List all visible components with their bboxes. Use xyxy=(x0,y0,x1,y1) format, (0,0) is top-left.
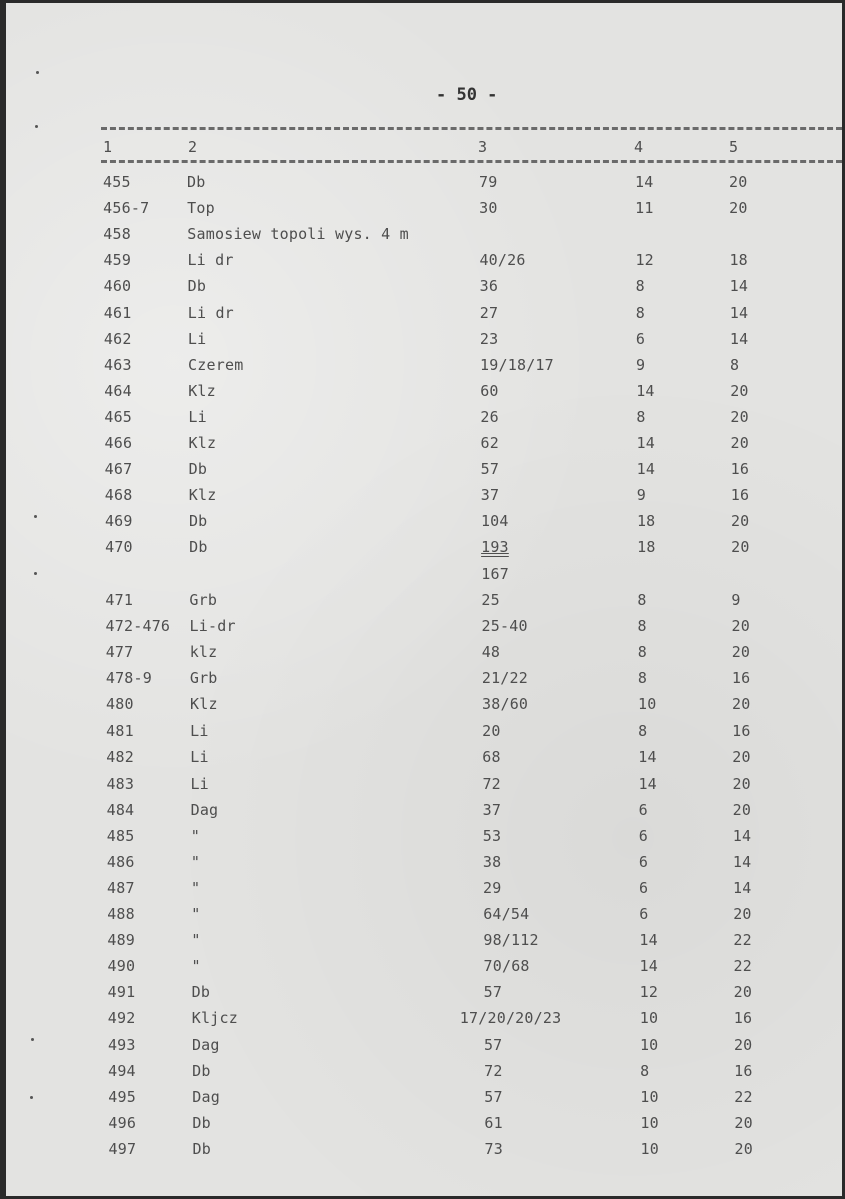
row-19-col-5: 16 xyxy=(731,668,751,687)
row-8-col-4: 14 xyxy=(636,381,655,400)
row-9-col-4: 8 xyxy=(636,407,646,426)
row-11-col-4: 14 xyxy=(636,460,656,479)
row-9-col-2: Li xyxy=(188,407,207,426)
row-14-col-2: Db xyxy=(189,538,208,557)
row-11-col-2: Db xyxy=(188,460,208,479)
row-34-col-1: 494 xyxy=(108,1061,136,1080)
row-26-col-2: " xyxy=(190,852,201,871)
row-20-col-1: 480 xyxy=(106,695,134,713)
row-13-col-2: Db xyxy=(188,512,208,531)
row-37-col-5: 20 xyxy=(734,1139,754,1158)
row-8-col-5: 20 xyxy=(730,381,749,400)
row-22-col-3: 68 xyxy=(482,748,501,767)
row-22-col-4: 14 xyxy=(638,748,657,767)
row-29-col-3: 98/112 xyxy=(483,931,539,950)
row-31-col-1: 491 xyxy=(107,983,136,1002)
row-18-col-2: klz xyxy=(189,642,218,661)
row-30-col-4: 14 xyxy=(639,957,658,976)
row-12-col-2: Klz xyxy=(188,486,217,505)
row-16-col-5: 9 xyxy=(731,590,741,609)
row-35-col-2: Dag xyxy=(192,1087,220,1106)
row-7-col-5: 8 xyxy=(730,355,740,374)
row-3-col-1: 459 xyxy=(103,251,132,270)
row-1-col-4: 11 xyxy=(635,199,654,218)
row-25-col-4: 6 xyxy=(638,826,648,845)
row-23-col-3: 72 xyxy=(482,774,501,793)
speck xyxy=(30,1096,33,1099)
row-28-col-2: " xyxy=(191,905,201,923)
row-29-col-5: 22 xyxy=(733,931,752,950)
row-37-col-3: 73 xyxy=(484,1139,504,1158)
speck xyxy=(36,71,39,74)
row-7-col-2: Czerem xyxy=(188,355,244,374)
row-23-col-1: 483 xyxy=(106,774,135,793)
row-6-col-3: 23 xyxy=(479,329,499,348)
row-33-col-1: 493 xyxy=(107,1035,136,1054)
row-24-col-4: 6 xyxy=(638,800,648,819)
column-header-1: 1 xyxy=(103,138,113,156)
row-13-col-1: 469 xyxy=(104,512,133,531)
row-30-col-3: 70/68 xyxy=(483,957,530,976)
row-2-col-2: Samosiew topoli wys. 4 m xyxy=(187,225,409,244)
row-26-col-1: 486 xyxy=(106,852,135,871)
row-7-col-3: 19/18/17 xyxy=(480,355,554,374)
row-34-col-3: 72 xyxy=(484,1061,503,1080)
page-number: - 50 - xyxy=(436,85,498,105)
row-21-col-5: 16 xyxy=(732,722,751,741)
column-header-4: 4 xyxy=(634,138,644,156)
row-19-col-3: 21/22 xyxy=(481,668,528,687)
row-36-col-3: 61 xyxy=(484,1113,503,1132)
speck xyxy=(31,1038,34,1041)
row-2-col-1: 458 xyxy=(103,225,131,244)
row-24-col-1: 484 xyxy=(106,800,135,819)
row-26-col-4: 6 xyxy=(638,852,649,871)
row-17-col-3: 25-40 xyxy=(481,616,528,635)
row-30-col-1: 490 xyxy=(107,957,136,976)
speck xyxy=(34,515,37,518)
row-17-col-2: Li-dr xyxy=(189,616,236,635)
row-32-col-3: 17/20/20/23 xyxy=(459,1009,562,1028)
row-25-col-3: 53 xyxy=(482,826,502,845)
row-29-col-1: 489 xyxy=(107,931,136,950)
row-3-col-4: 12 xyxy=(635,251,654,270)
row-36-col-4: 10 xyxy=(640,1113,659,1132)
row-4-col-5: 14 xyxy=(729,277,749,296)
row-10-col-3: 62 xyxy=(480,434,499,452)
row-33-col-4: 10 xyxy=(639,1035,659,1054)
document-page xyxy=(6,3,842,1196)
row-7-col-4: 9 xyxy=(636,355,646,374)
row-23-col-4: 14 xyxy=(638,774,657,793)
row-4-col-1: 460 xyxy=(103,277,132,296)
row-9-col-3: 26 xyxy=(480,407,499,426)
row-14-col-4: 18 xyxy=(637,538,656,557)
row-33-col-5: 20 xyxy=(733,1035,753,1054)
row-15-col-3: 167 xyxy=(481,564,509,583)
row-35-col-4: 10 xyxy=(640,1087,659,1106)
row-16-col-1: 471 xyxy=(105,590,134,609)
row-18-col-3: 48 xyxy=(481,642,501,661)
row-27-col-4: 6 xyxy=(639,878,649,897)
row-5-col-5: 14 xyxy=(729,303,749,322)
row-8-col-1: 464 xyxy=(104,381,132,400)
row-29-col-2: " xyxy=(191,931,201,950)
row-5-col-3: 27 xyxy=(479,303,499,322)
column-header-2: 2 xyxy=(188,138,198,156)
row-13-col-3: 104 xyxy=(480,512,509,531)
row-3-col-3: 40/26 xyxy=(479,251,526,270)
row-10-col-5: 20 xyxy=(730,434,749,452)
row-28-col-4: 6 xyxy=(639,905,649,923)
row-5-col-4: 8 xyxy=(635,303,645,322)
row-9-col-1: 465 xyxy=(104,407,133,426)
row-20-col-3: 38/60 xyxy=(482,695,529,713)
row-35-col-1: 495 xyxy=(108,1087,136,1106)
row-31-col-3: 57 xyxy=(483,983,503,1002)
row-21-col-4: 8 xyxy=(638,722,648,741)
row-31-col-2: Db xyxy=(191,983,211,1002)
row-12-col-1: 468 xyxy=(104,486,133,505)
row-19-col-2: Grb xyxy=(189,668,218,687)
row-4-col-4: 8 xyxy=(635,277,645,296)
row-13-col-4: 18 xyxy=(636,512,656,531)
row-20-col-2: Klz xyxy=(190,695,218,713)
row-32-col-2: Kljcz xyxy=(191,1009,238,1028)
row-27-col-1: 487 xyxy=(107,878,135,897)
row-11-col-3: 57 xyxy=(480,460,500,479)
row-10-col-2: Klz xyxy=(188,434,217,452)
row-14-col-5: 20 xyxy=(731,538,750,557)
row-10-col-1: 466 xyxy=(104,434,133,452)
row-22-col-2: Li xyxy=(190,748,209,767)
row-36-col-5: 20 xyxy=(734,1113,753,1132)
row-32-col-4: 10 xyxy=(639,1009,659,1028)
row-7-col-1: 463 xyxy=(104,355,132,374)
row-31-col-5: 20 xyxy=(733,983,753,1002)
row-18-col-1: 477 xyxy=(105,642,134,661)
row-37-col-1: 497 xyxy=(108,1139,137,1158)
row-23-col-2: Li xyxy=(190,774,209,793)
row-28-col-1: 488 xyxy=(107,905,135,923)
row-24-col-2: Dag xyxy=(190,800,219,819)
row-1-col-2: Top xyxy=(187,199,215,218)
row-6-col-5: 14 xyxy=(729,329,749,348)
row-37-col-2: Db xyxy=(192,1139,212,1158)
row-8-col-3: 60 xyxy=(480,381,499,400)
row-0-col-2: Db xyxy=(187,173,206,191)
row-34-col-5: 16 xyxy=(734,1061,753,1080)
column-header-3: 3 xyxy=(478,138,488,156)
row-20-col-4: 10 xyxy=(638,695,657,713)
row-27-col-3: 29 xyxy=(483,878,502,897)
row-36-col-2: Db xyxy=(192,1113,211,1132)
row-26-col-5: 14 xyxy=(732,852,752,871)
row-0-col-1: 455 xyxy=(103,173,131,191)
row-16-col-4: 8 xyxy=(637,590,647,609)
row-26-col-3: 38 xyxy=(482,852,502,871)
row-12-col-4: 9 xyxy=(636,486,647,505)
row-14-col-3: 193 xyxy=(481,538,509,557)
row-1-col-5: 20 xyxy=(729,199,748,218)
row-0-col-5: 20 xyxy=(729,173,748,191)
row-1-col-3: 30 xyxy=(479,199,498,218)
row-18-col-4: 8 xyxy=(637,642,647,661)
row-0-col-3: 79 xyxy=(479,173,498,191)
row-9-col-5: 20 xyxy=(730,407,749,426)
row-22-col-1: 482 xyxy=(106,748,134,767)
row-19-col-4: 8 xyxy=(637,668,648,687)
row-25-col-5: 14 xyxy=(732,826,752,845)
row-13-col-5: 20 xyxy=(730,512,750,531)
row-17-col-1: 472-476 xyxy=(105,616,171,635)
table-top-rule xyxy=(101,127,842,130)
column-header-5: 5 xyxy=(729,138,739,156)
row-20-col-5: 20 xyxy=(732,695,751,713)
row-24-col-5: 20 xyxy=(732,800,752,819)
row-25-col-1: 485 xyxy=(106,826,135,845)
row-35-col-5: 22 xyxy=(734,1087,753,1106)
row-37-col-4: 10 xyxy=(640,1139,660,1158)
row-23-col-5: 20 xyxy=(732,774,751,793)
row-6-col-2: Li xyxy=(187,329,207,348)
row-27-col-5: 14 xyxy=(733,878,752,897)
row-12-col-5: 16 xyxy=(730,486,750,505)
row-31-col-4: 12 xyxy=(639,983,659,1002)
row-34-col-4: 8 xyxy=(640,1061,650,1080)
row-14-col-1: 470 xyxy=(105,538,133,557)
row-4-col-3: 36 xyxy=(479,277,499,296)
row-8-col-2: Klz xyxy=(188,381,216,400)
speck xyxy=(35,125,38,128)
row-3-col-5: 18 xyxy=(729,251,748,270)
row-33-col-2: Dag xyxy=(191,1035,220,1054)
row-11-col-1: 467 xyxy=(104,460,133,479)
row-29-col-4: 14 xyxy=(639,931,658,950)
row-34-col-2: Db xyxy=(192,1061,211,1080)
row-0-col-4: 14 xyxy=(635,173,654,191)
row-36-col-1: 496 xyxy=(108,1113,137,1132)
row-19-col-1: 478-9 xyxy=(105,668,152,687)
row-6-col-1: 462 xyxy=(103,329,132,348)
row-21-col-2: Li xyxy=(190,722,209,741)
row-17-col-5: 20 xyxy=(731,616,751,635)
row-18-col-5: 20 xyxy=(731,642,751,661)
row-16-col-3: 25 xyxy=(481,590,500,609)
row-32-col-1: 492 xyxy=(107,1009,136,1028)
row-16-col-2: Grb xyxy=(189,590,218,609)
row-17-col-4: 8 xyxy=(637,616,647,635)
row-5-col-1: 461 xyxy=(103,303,132,322)
row-30-col-2: " xyxy=(191,957,201,976)
row-28-col-3: 64/54 xyxy=(483,905,530,923)
row-32-col-5: 16 xyxy=(733,1009,753,1028)
table-header-rule xyxy=(101,160,842,163)
row-27-col-2: " xyxy=(191,878,201,897)
row-24-col-3: 37 xyxy=(482,800,502,819)
row-4-col-2: Db xyxy=(187,277,207,296)
row-5-col-2: Li dr xyxy=(187,303,234,322)
row-12-col-3: 37 xyxy=(480,486,500,505)
speck xyxy=(34,572,37,575)
row-28-col-5: 20 xyxy=(733,905,752,923)
row-1-col-1: 456-7 xyxy=(103,199,150,218)
row-10-col-4: 14 xyxy=(636,434,655,452)
row-33-col-3: 57 xyxy=(483,1035,503,1054)
row-22-col-5: 20 xyxy=(732,748,751,767)
row-30-col-5: 22 xyxy=(733,957,752,976)
row-21-col-1: 481 xyxy=(106,722,134,741)
row-11-col-5: 16 xyxy=(730,460,750,479)
row-25-col-2: " xyxy=(190,826,200,845)
row-35-col-3: 57 xyxy=(484,1087,503,1106)
row-21-col-3: 20 xyxy=(482,722,501,741)
row-6-col-4: 6 xyxy=(635,329,646,348)
row-3-col-2: Li dr xyxy=(187,251,234,270)
